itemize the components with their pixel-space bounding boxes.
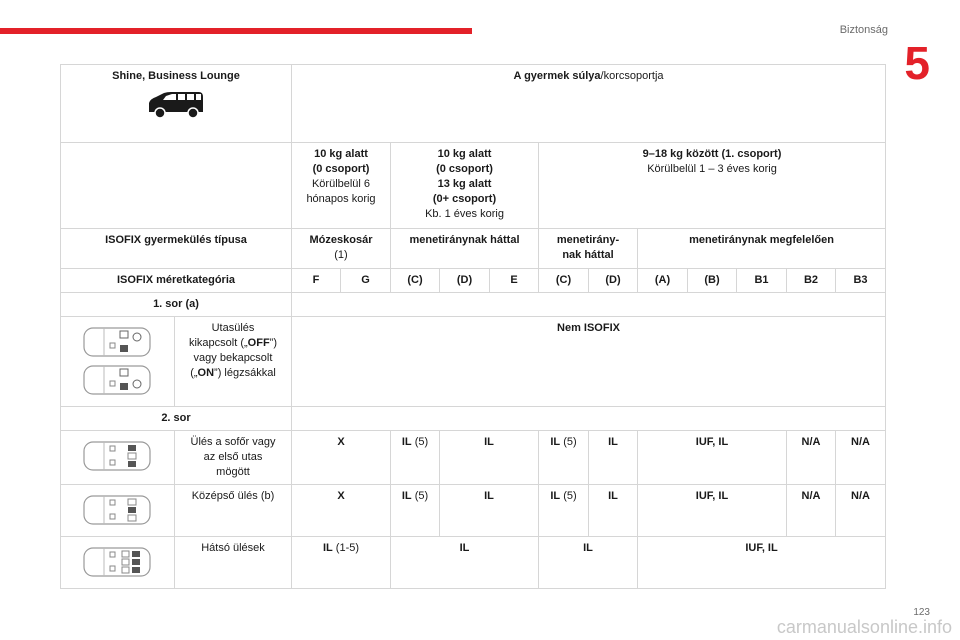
car-top-rear-seats-icon bbox=[82, 545, 154, 579]
value-cell bbox=[539, 431, 589, 485]
size-cell: G bbox=[341, 269, 391, 293]
row-1-heading: 1. sor (a) bbox=[61, 293, 292, 317]
value-cell bbox=[292, 537, 391, 589]
value-cell: N/A bbox=[787, 431, 836, 485]
passenger-line4 bbox=[179, 366, 287, 381]
type-rear-facing: menetiránynak háttal bbox=[391, 229, 539, 269]
value-cell: IL bbox=[391, 537, 539, 589]
value-cell bbox=[539, 485, 589, 537]
group-0-line2: (0 csoport) bbox=[312, 163, 370, 175]
behind-seat-diagram-cell bbox=[61, 431, 175, 485]
weight-heading-rest: /korcsoportja bbox=[600, 70, 664, 82]
passenger-line2 bbox=[179, 336, 287, 351]
car-top-middle-seat-icon bbox=[82, 493, 154, 527]
group-0plus-cell bbox=[391, 143, 539, 229]
value-text: IL bbox=[550, 490, 561, 502]
passenger-line3: vagy bekapcsolt bbox=[193, 352, 273, 364]
middle-seat-label: Középső ülés (b) bbox=[175, 485, 292, 537]
size-cell: B1 bbox=[737, 269, 787, 293]
value-cell: IL bbox=[589, 485, 638, 537]
value-cell: N/A bbox=[836, 485, 886, 537]
airbag-on-text: ON bbox=[197, 367, 215, 379]
value-cell: IUF, IL bbox=[638, 537, 886, 589]
text: („ bbox=[190, 367, 198, 379]
van-icon bbox=[145, 90, 207, 120]
type-rear-facing-2-line1: menetirány- bbox=[556, 234, 620, 246]
row-2-heading: 2. sor bbox=[61, 407, 292, 431]
type-rear-facing-2-cell bbox=[539, 229, 638, 269]
group-0-line1: 10 kg alatt bbox=[314, 148, 368, 160]
value-cell: IL bbox=[589, 431, 638, 485]
value-cell: X bbox=[292, 485, 391, 537]
passenger-line1: Utasülés bbox=[211, 322, 255, 334]
value-text: IL bbox=[322, 542, 333, 554]
no-isofix: Nem ISOFIX bbox=[292, 317, 886, 407]
page-number: 123 bbox=[913, 607, 930, 618]
group-0plus-line5: Kb. 1 éves korig bbox=[425, 208, 504, 220]
behind-seat-label bbox=[175, 431, 292, 485]
group-0plus-line2: (0 csoport) bbox=[436, 163, 493, 175]
weight-heading-bold: A gyermek súlya bbox=[513, 70, 601, 82]
size-cell: F bbox=[292, 269, 341, 293]
car-top-outer-seats-icon bbox=[82, 439, 154, 473]
value-cell bbox=[391, 485, 440, 537]
group-1-line2: Körülbelül 1 – 3 éves korig bbox=[647, 163, 777, 175]
size-label: ISOFIX méretkategória bbox=[61, 269, 292, 293]
size-cell: E bbox=[490, 269, 539, 293]
group-0-cell bbox=[292, 143, 391, 229]
group-0-line4: hónapos korig bbox=[306, 193, 376, 205]
value-text: IL bbox=[401, 490, 412, 502]
size-cell: (C) bbox=[391, 269, 440, 293]
value-note: (5) bbox=[560, 490, 577, 502]
value-text: IL bbox=[401, 436, 412, 448]
group-0plus-line4: (0+ csoport) bbox=[432, 193, 497, 205]
value-cell: X bbox=[292, 431, 391, 485]
empty-cell bbox=[61, 143, 292, 229]
behind-line1: Ülés a sofőr vagy bbox=[190, 436, 276, 448]
size-cell: (D) bbox=[440, 269, 490, 293]
behind-line3: mögött bbox=[216, 466, 250, 478]
text: ”) légzsákkal bbox=[214, 367, 276, 379]
group-1-line1: 9–18 kg között (1. csoport) bbox=[642, 148, 782, 160]
value-cell bbox=[391, 431, 440, 485]
size-cell: (B) bbox=[688, 269, 737, 293]
watermark: carmanualsonline.info bbox=[776, 617, 952, 637]
rear-seats-diagram-cell bbox=[61, 537, 175, 589]
middle-seat-diagram-cell bbox=[61, 485, 175, 537]
size-cell: (C) bbox=[539, 269, 589, 293]
rear-seats-label: Hátsó ülések bbox=[175, 537, 292, 589]
size-cell: (D) bbox=[589, 269, 638, 293]
text: kikapcsolt („ bbox=[188, 337, 248, 349]
text: ”) bbox=[269, 337, 277, 349]
group-0-line3: Körülbelül 6 bbox=[311, 178, 371, 190]
car-top-airbag-on-icon bbox=[82, 363, 154, 397]
type-carrycot-cell bbox=[292, 229, 391, 269]
isofix-table bbox=[60, 64, 886, 589]
model-cell bbox=[61, 65, 292, 143]
value-cell: IL bbox=[539, 537, 638, 589]
header-red-bar bbox=[0, 28, 472, 34]
car-top-airbag-off-icon bbox=[82, 325, 154, 359]
section-title: Biztonság bbox=[839, 24, 888, 36]
type-label: ISOFIX gyermekülés típusa bbox=[61, 229, 292, 269]
size-cell: B2 bbox=[787, 269, 836, 293]
type-carrycot: Mózeskosár bbox=[309, 234, 373, 246]
value-note: (1-5) bbox=[332, 542, 360, 554]
passenger-seat-diagram-cell bbox=[61, 317, 175, 407]
airbag-off-text: OFF bbox=[247, 337, 270, 349]
value-text: IL bbox=[550, 436, 561, 448]
type-forward-facing: menetiránynak megfelelően bbox=[638, 229, 886, 269]
passenger-seat-label bbox=[175, 317, 292, 407]
size-cell: (A) bbox=[638, 269, 688, 293]
value-note: (5) bbox=[411, 490, 429, 502]
empty-cell bbox=[292, 293, 886, 317]
value-cell: IUF, IL bbox=[638, 485, 787, 537]
behind-line2: az első utas bbox=[203, 451, 263, 463]
value-cell: IUF, IL bbox=[638, 431, 787, 485]
group-0plus-line3: 13 kg alatt bbox=[437, 178, 492, 190]
group-0plus-line1: 10 kg alatt bbox=[437, 148, 492, 160]
value-cell: N/A bbox=[787, 485, 836, 537]
type-rear-facing-2-line2: nak háttal bbox=[562, 249, 614, 261]
value-note: (5) bbox=[411, 436, 429, 448]
value-cell: N/A bbox=[836, 431, 886, 485]
value-cell: IL bbox=[440, 431, 539, 485]
value-cell: IL bbox=[440, 485, 539, 537]
value-note: (5) bbox=[560, 436, 577, 448]
empty-cell bbox=[292, 407, 886, 431]
model-name: Shine, Business Lounge bbox=[112, 70, 240, 82]
type-carrycot-note: (1) bbox=[334, 249, 348, 261]
weight-heading-cell bbox=[292, 65, 886, 143]
chapter-number: 5 bbox=[904, 37, 930, 89]
size-cell: B3 bbox=[836, 269, 886, 293]
group-1-cell bbox=[539, 143, 886, 229]
